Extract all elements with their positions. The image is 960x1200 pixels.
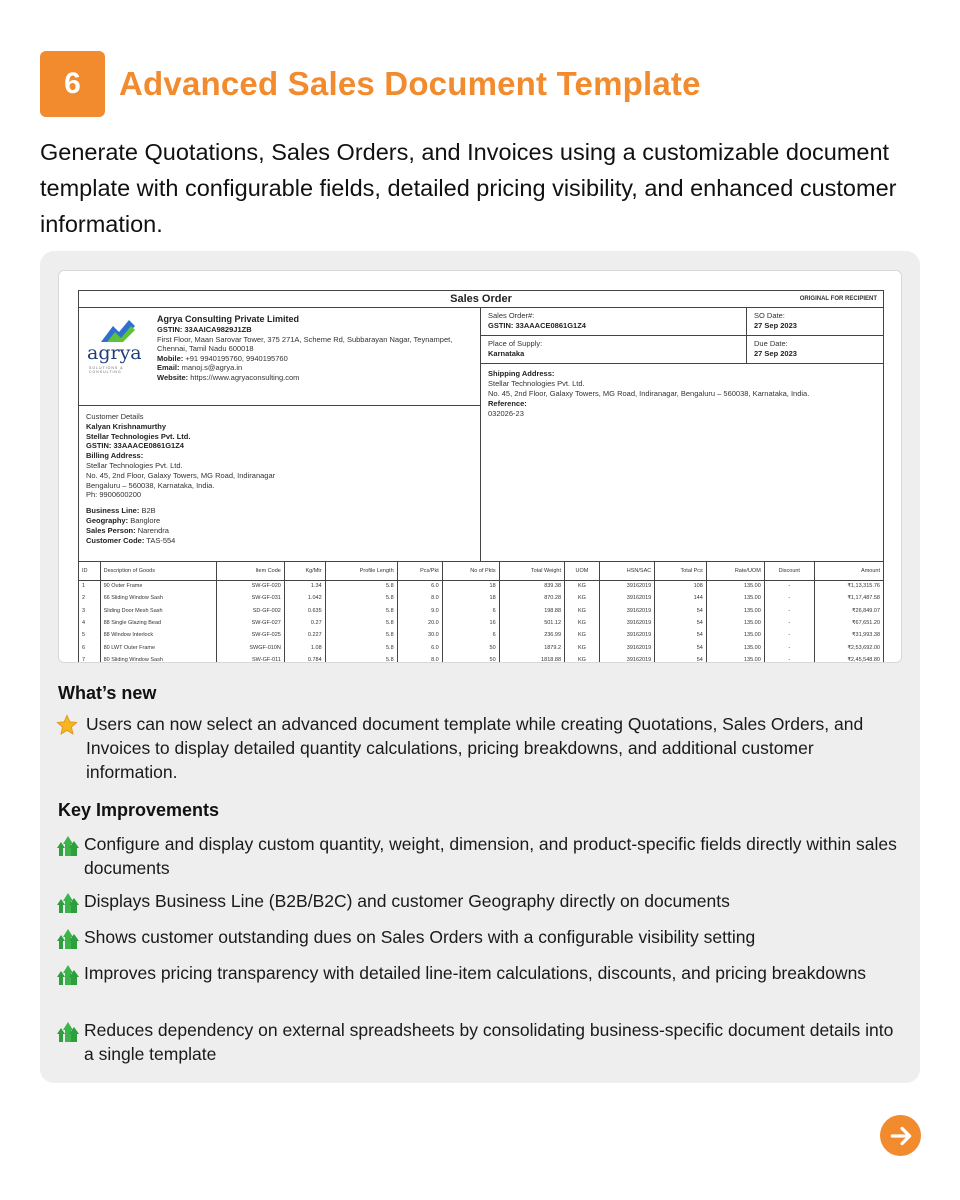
table-header-cell: Pcs/Pkt	[397, 562, 442, 580]
table-cell: 18	[442, 592, 499, 604]
key-improvement-item	[56, 925, 906, 956]
table-cell: 501.12	[499, 617, 564, 629]
place-of-supply: Karnataka	[488, 349, 525, 358]
key-improvement-item	[56, 889, 906, 920]
intro-text: Generate Quotations, Sales Orders, and Invoices using a customizable document template with configurable fields, detailed pricing visibility, and enhanced customer information.	[40, 139, 897, 237]
company-name: Agrya Consulting Private Limited	[157, 314, 300, 324]
table-cell: -	[764, 629, 814, 641]
table-cell: 6	[79, 641, 100, 653]
table-cell: 6.0	[397, 580, 442, 592]
section-number-badge: 6	[40, 51, 105, 117]
key-improvement-text: Displays Business Line (B2B/B2C) and customer Geography directly on documents	[84, 891, 730, 911]
table-cell: SW-GF-020	[217, 580, 285, 592]
so-number-label: Sales Order#:	[488, 311, 535, 320]
page-title: Advanced Sales Document Template	[119, 65, 701, 102]
table-cell: 135.00	[706, 654, 764, 663]
document-title: Sales Order	[450, 293, 512, 305]
table-cell: 50	[442, 641, 499, 653]
table-cell: 4	[79, 617, 100, 629]
table-row	[79, 629, 883, 641]
billing-line1: Stellar Technologies Pvt. Ltd.	[86, 460, 183, 470]
table-header-cell: No of Pkts	[442, 562, 499, 580]
table-row	[79, 654, 883, 663]
table-cell: 5.8	[325, 580, 397, 592]
table-cell: 54	[655, 654, 707, 663]
table-cell: 20.0	[397, 617, 442, 629]
geography: Banglore	[130, 515, 161, 525]
table-cell: 66 Sliding Window Sash	[100, 592, 217, 604]
table-cell: 39162019	[599, 580, 654, 592]
table-cell: ₹2,53,692.00	[847, 644, 880, 651]
sales-order-document	[78, 290, 884, 663]
table-cell: 80 Sliding Window Sash	[100, 654, 217, 663]
table-header-cell: Total Pcs	[655, 562, 707, 580]
due-date-label: Due Date:	[754, 339, 788, 348]
company-address-line1: First Floor, Maan Sarovar Tower, 375 271A, Scheme Rd, Subbarayan Nagar, Teynampet,	[157, 334, 453, 344]
table-header-cell: Profile Length	[325, 562, 397, 580]
key-improvement-item	[56, 1018, 906, 1066]
table-cell: 5.8	[325, 641, 397, 653]
table-cell: 144	[655, 592, 707, 604]
customer-code: TAS-554	[146, 535, 176, 545]
company-logo	[87, 316, 153, 380]
company-block	[79, 308, 480, 406]
growth-arrows-icon	[56, 1018, 84, 1066]
table-cell: 9.0	[397, 605, 442, 617]
next-arrow-button[interactable]	[880, 1115, 921, 1156]
arrow-right-icon	[888, 1123, 914, 1149]
customer-section-label: Customer Details	[86, 412, 144, 421]
table-cell: 1.34	[284, 580, 325, 592]
so-date-label: SO Date:	[754, 311, 785, 320]
table-header-cell: Discount	[764, 562, 814, 580]
table-cell: KG	[565, 617, 600, 629]
shipping-block	[481, 364, 883, 419]
table-cell: SWGF-010N	[217, 641, 285, 653]
table-cell: KG	[565, 654, 600, 663]
key-improvement-item	[56, 961, 906, 992]
sales-person-label: Sales Person:	[86, 525, 136, 535]
table-cell: 39162019	[599, 641, 654, 653]
table-cell: 135.00	[706, 605, 764, 617]
table-cell: 39162019	[599, 592, 654, 604]
table-cell: -	[764, 641, 814, 653]
table-cell: 135.00	[706, 617, 764, 629]
table-cell: 6.0	[397, 641, 442, 653]
table-header-cell: ID	[79, 562, 100, 580]
table-cell: 135.00	[706, 592, 764, 604]
table-cell: 5.8	[325, 605, 397, 617]
company-gstin: GSTIN: 33AAICA9829J1ZB	[157, 325, 252, 334]
table-cell: SW-GF-027	[217, 617, 285, 629]
table-cell: 50	[442, 654, 499, 663]
table-cell: 135.00	[706, 629, 764, 641]
table-cell: 54	[655, 629, 707, 641]
table-cell: 108	[655, 580, 707, 592]
table-cell: 3	[79, 605, 100, 617]
table-cell: -	[764, 580, 814, 592]
table-cell: 39162019	[599, 654, 654, 663]
table-cell: 0.27	[284, 617, 325, 629]
company-mobile: +91 9940195760, 9940195760	[185, 353, 288, 363]
table-cell: 5.8	[325, 654, 397, 663]
table-cell: 0.227	[284, 629, 325, 641]
table-row	[79, 641, 883, 653]
table-cell: 54	[655, 641, 707, 653]
key-improvement-text: Reduces dependency on external spreadsheets by consolidating business-specific document details into a single template	[84, 1020, 894, 1064]
table-cell: 88 Single Glazing Bead	[100, 617, 217, 629]
business-line: B2B	[141, 506, 156, 516]
table-cell: 6	[442, 629, 499, 641]
billing-line2: No. 45, 2nd Floor, Galaxy Towers, MG Road, Indiranagar	[86, 470, 276, 480]
star-icon	[56, 712, 86, 784]
table-cell: 5.8	[325, 592, 397, 604]
business-line-label: Business Line:	[86, 506, 140, 516]
table-cell: 135.00	[706, 580, 764, 592]
geography-label: Geography:	[86, 515, 129, 525]
shipping-line1: Stellar Technologies Pvt. Ltd.	[488, 379, 585, 388]
customer-block	[79, 406, 480, 545]
sales-person: Narendra	[137, 525, 169, 535]
key-improvement-text: Improves pricing transparency with detailed line-item calculations, discounts, and pricing breakdowns	[84, 963, 867, 983]
table-cell: 8.0	[397, 654, 442, 663]
table-cell: 0.784	[284, 654, 325, 663]
table-cell: -	[764, 617, 814, 629]
company-website-label: Website:	[157, 372, 189, 382]
place-of-supply-label: Place of Supply:	[488, 339, 543, 348]
table-cell: 5.8	[325, 629, 397, 641]
table-cell: 1818.88	[499, 654, 564, 663]
growth-arrows-icon	[56, 832, 84, 880]
table-row	[79, 592, 883, 604]
customer-phone: Ph: 9900600200	[86, 490, 142, 500]
reference: 032026-23	[488, 409, 524, 418]
document-preview	[58, 270, 902, 663]
table-cell: 135.00	[706, 641, 764, 653]
table-cell: -	[764, 592, 814, 604]
table-cell: 39162019	[599, 605, 654, 617]
table-cell: 6	[442, 605, 499, 617]
table-cell: 0.635	[284, 605, 325, 617]
table-cell: 39162019	[599, 629, 654, 641]
table-cell: ₹67,651.20	[852, 620, 880, 627]
table-cell: KG	[565, 592, 600, 604]
whats-new-item	[56, 712, 906, 784]
table-row	[79, 617, 883, 629]
table-header-cell: Description of Goods	[100, 562, 217, 580]
so-date: 27 Sep 2023	[754, 321, 797, 330]
table-header-cell: HSN/SAC	[599, 562, 654, 580]
table-cell: ₹26,849.07	[852, 607, 880, 614]
table-cell: 2	[79, 592, 100, 604]
key-improvement-text: Configure and display custom quantity, weight, dimension, and product-specific fields directly within sales documents	[84, 834, 897, 878]
growth-arrows-icon	[56, 961, 84, 992]
table-cell: 39162019	[599, 617, 654, 629]
table-cell: SW-GF-025	[217, 629, 285, 641]
company-email-label: Email:	[157, 363, 180, 372]
logo-tagline: SOLUTIONS & CONSULTING	[89, 366, 124, 374]
table-cell: KG	[565, 605, 600, 617]
table-cell: 1	[79, 580, 100, 592]
reference-label: Reference:	[488, 399, 527, 408]
table-cell: 18	[442, 580, 499, 592]
table-cell: -	[764, 605, 814, 617]
table-cell: 870.28	[499, 592, 564, 604]
table-header-cell: Kg/Mtr	[284, 562, 325, 580]
table-cell: ₹1,17,487.58	[847, 595, 880, 602]
table-cell: SD-GF-002	[217, 605, 285, 617]
table-cell: 198.88	[499, 605, 564, 617]
due-date: 27 Sep 2023	[754, 349, 797, 358]
logo-wordmark: agrya	[87, 342, 142, 364]
customer-company: Stellar Technologies Pvt. Ltd.	[86, 431, 191, 441]
table-cell: 54	[655, 605, 707, 617]
table-header-cell: Item Code	[217, 562, 285, 580]
customer-code-label: Customer Code:	[86, 535, 145, 545]
table-cell: 90 Outer Frame	[100, 580, 217, 592]
table-cell: 236.99	[499, 629, 564, 641]
billing-line3: Bengaluru – 560038, Karnataka, India.	[86, 480, 215, 490]
table-cell: ₹1,13,315.76	[847, 583, 880, 590]
so-number: GSTIN: 33AAACE0861G1Z4	[488, 321, 586, 330]
shipping-line2: No. 45, 2nd Floor, Galaxy Towers, MG Road, Indiranagar, Bengaluru – 560038, Karnataka, India.	[488, 389, 810, 398]
growth-arrows-icon	[56, 889, 84, 920]
growth-arrows-icon	[56, 925, 84, 956]
table-cell: 16	[442, 617, 499, 629]
company-email: manoj.s@agrya.in	[181, 363, 243, 372]
billing-label: Billing Address:	[86, 451, 144, 461]
table-cell: -	[764, 654, 814, 663]
table-cell: 5	[79, 629, 100, 641]
table-cell: SW-GF-011	[217, 654, 285, 663]
table-cell: 30.0	[397, 629, 442, 641]
table-cell: 54	[655, 617, 707, 629]
table-cell: 5.8	[325, 617, 397, 629]
whats-new-text: Users can now select an advanced document template while creating Quotations, Sales Orders, and Invoices to display detailed quantity calculations, pricing breakdowns, and additional customer information.	[86, 714, 864, 782]
table-cell: 1.042	[284, 592, 325, 604]
table-header-cell: Rate/UOM	[706, 562, 764, 580]
shipping-label: Shipping Address:	[488, 369, 555, 378]
document-header	[79, 291, 883, 308]
key-improvement-text: Shows customer outstanding dues on Sales Orders with a configurable visibility setting	[84, 927, 756, 947]
table-cell: Sliding Door Mesh Sash	[100, 605, 217, 617]
table-cell: 839.38	[499, 580, 564, 592]
table-cell: KG	[565, 580, 600, 592]
table-cell: 8.0	[397, 592, 442, 604]
key-improvements-heading: Key Improvements	[58, 800, 220, 820]
table-cell: 88 Window Interlock	[100, 629, 217, 641]
key-improvement-item	[56, 832, 906, 880]
table-cell: 7	[79, 654, 100, 663]
table-cell: ₹2,45,548.80	[847, 656, 880, 663]
table-row	[79, 605, 883, 617]
items-table	[79, 562, 883, 663]
table-header-cell: Amount	[814, 562, 883, 580]
table-row	[79, 580, 883, 592]
company-mobile-label: Mobile:	[157, 353, 184, 363]
company-website: https://www.agryaconsulting.com	[190, 372, 300, 382]
table-header-cell: UOM	[565, 562, 600, 580]
table-cell: ₹31,993.38	[852, 632, 880, 639]
original-label: ORIGINAL FOR RECIPIENT	[799, 296, 877, 302]
header	[40, 51, 701, 117]
table-cell: 1879.2	[499, 641, 564, 653]
table-cell: 1.08	[284, 641, 325, 653]
table-cell: KG	[565, 641, 600, 653]
table-header-cell: Total Weight	[499, 562, 564, 580]
company-address-line2: Chennai, Tamil Nadu 600018	[157, 344, 254, 353]
table-cell: KG	[565, 629, 600, 641]
customer-contact: Kalyan Krishnamurthy	[86, 421, 167, 431]
content-panel	[40, 251, 920, 1083]
whats-new-heading: What’s new	[58, 683, 157, 703]
customer-gstin: GSTIN: 33AAACE0861G1Z4	[86, 441, 184, 451]
table-cell: SW-GF-031	[217, 592, 285, 604]
table-cell: 80 LWT Outer Frame	[100, 641, 217, 653]
logo-mark-icon	[101, 320, 135, 342]
